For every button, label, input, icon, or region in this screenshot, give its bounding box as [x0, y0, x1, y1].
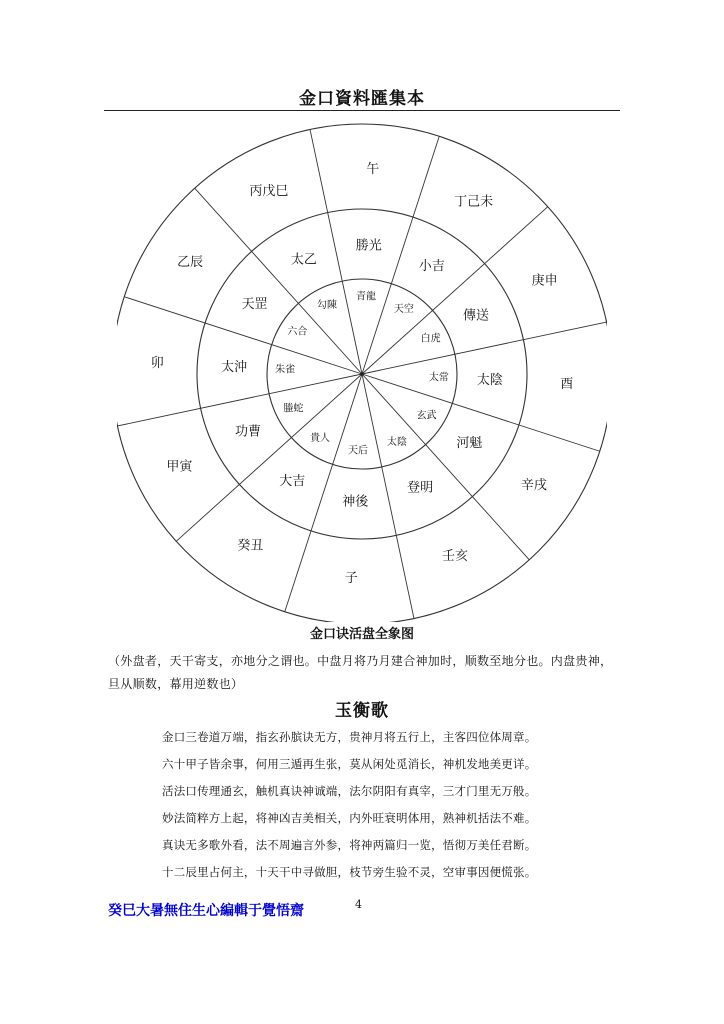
editor-credit: 癸巳大暑無住生心編輯于覺悟齋 [108, 903, 304, 919]
outer-ring-label: 壬亥 [442, 549, 469, 565]
middle-ring-label: 小吉 [418, 259, 445, 275]
sector-divider [176, 374, 362, 541]
inner-ring-label: 螣蛇 [283, 403, 304, 415]
middle-ring-label: 功曹 [234, 424, 261, 440]
sector-divider [117, 374, 362, 426]
outer-ring-label: 酉 [560, 377, 574, 393]
page-number: 4 [355, 898, 362, 911]
middle-ring-label: 天罡 [241, 296, 268, 312]
inner-ring-label: 青龍 [356, 291, 377, 303]
wheel-center [360, 372, 364, 376]
outer-ring-label: 午 [366, 161, 380, 177]
inner-ring-label: 朱雀 [275, 364, 296, 376]
middle-ring-label: 太乙 [290, 252, 317, 268]
golden-mouth-wheel-diagram [117, 112, 607, 622]
outer-ring-label: 甲寅 [166, 459, 193, 475]
sector-divider [310, 129, 362, 374]
inner-ring-label: 白虎 [420, 333, 441, 345]
inner-ring-label: 玄武 [416, 410, 437, 422]
outer-ring-label: 丙戊巳 [249, 183, 289, 199]
poem-line: 妙法简粹方上起，将神凶吉美相关，内外旺衰明体用，熟神机括法不难。 [162, 811, 537, 825]
inner-ring-label: 六合 [287, 326, 308, 338]
poem-line: 十二辰里占何主，十天干中寻做胆，枝节旁生验不灵，空审事因便慌张。 [162, 865, 537, 879]
middle-ring-label: 登明 [407, 480, 434, 496]
middle-ring-label: 神後 [342, 494, 369, 510]
inner-ring-label: 太陰 [386, 437, 407, 449]
middle-ring-label: 大吉 [279, 473, 306, 489]
poem-line: 活法口传理通玄，触机真诀神诚端，法尔阴阳有真宰，三才门里无万般。 [162, 784, 537, 798]
outer-ring-label: 乙辰 [177, 254, 204, 270]
outer-ring-label: 卯 [150, 355, 164, 371]
wheel-lines [117, 124, 607, 622]
middle-ring-label: 太沖 [221, 359, 248, 375]
diagram-note: （外盘者，天干寄支，亦地分之谓也。中盘月将乃月建合神加时，顺数至地分也。内盘贵神，旦从顺数，幕用逆数也） [108, 654, 613, 691]
outer-ring-label: 辛戌 [520, 478, 547, 494]
poem-line: 金口三卷道万端，指玄孙膑诀无方，贵神月将五行上，主客四位体周章。 [162, 730, 537, 744]
title-divider [104, 110, 620, 111]
diagram-caption: 金口诀活盘全象图 [309, 627, 414, 642]
inner-ring-label: 貴人 [310, 433, 331, 445]
middle-ring-label: 傳送 [463, 308, 490, 324]
inner-ring-label: 天后 [347, 445, 368, 457]
sector-divider [362, 322, 607, 374]
poem-line: 六十甲子皆余事，何用三遁再生张，莫从闲处觅消长，神机发地美更详。 [162, 757, 537, 771]
outer-ring-label: 庚申 [531, 273, 558, 289]
sector-divider [362, 374, 414, 619]
inner-ring-label: 太常 [428, 372, 449, 384]
sector-divider [195, 188, 362, 374]
poem-line: 真诀无多歌外看，法不周遍言外参，将神两篇归一览，悟彻万美任君断。 [162, 838, 537, 852]
middle-ring-label: 太陰 [476, 373, 503, 389]
outer-ring-label: 子 [344, 571, 358, 587]
middle-ring-label: 河魁 [456, 436, 483, 452]
poem-verses [162, 724, 582, 886]
page-title: 金口資料匯集本 [299, 89, 425, 109]
sector-divider [362, 207, 548, 374]
poem-title: 玉衡歌 [335, 701, 389, 721]
outer-ring-label: 丁己未 [454, 194, 494, 210]
inner-ring-label: 天空 [393, 303, 414, 315]
inner-ring-label: 勾陳 [317, 299, 338, 311]
sector-divider [362, 374, 529, 560]
outer-ring-label: 癸丑 [237, 538, 264, 554]
middle-ring-label: 勝光 [355, 238, 382, 254]
